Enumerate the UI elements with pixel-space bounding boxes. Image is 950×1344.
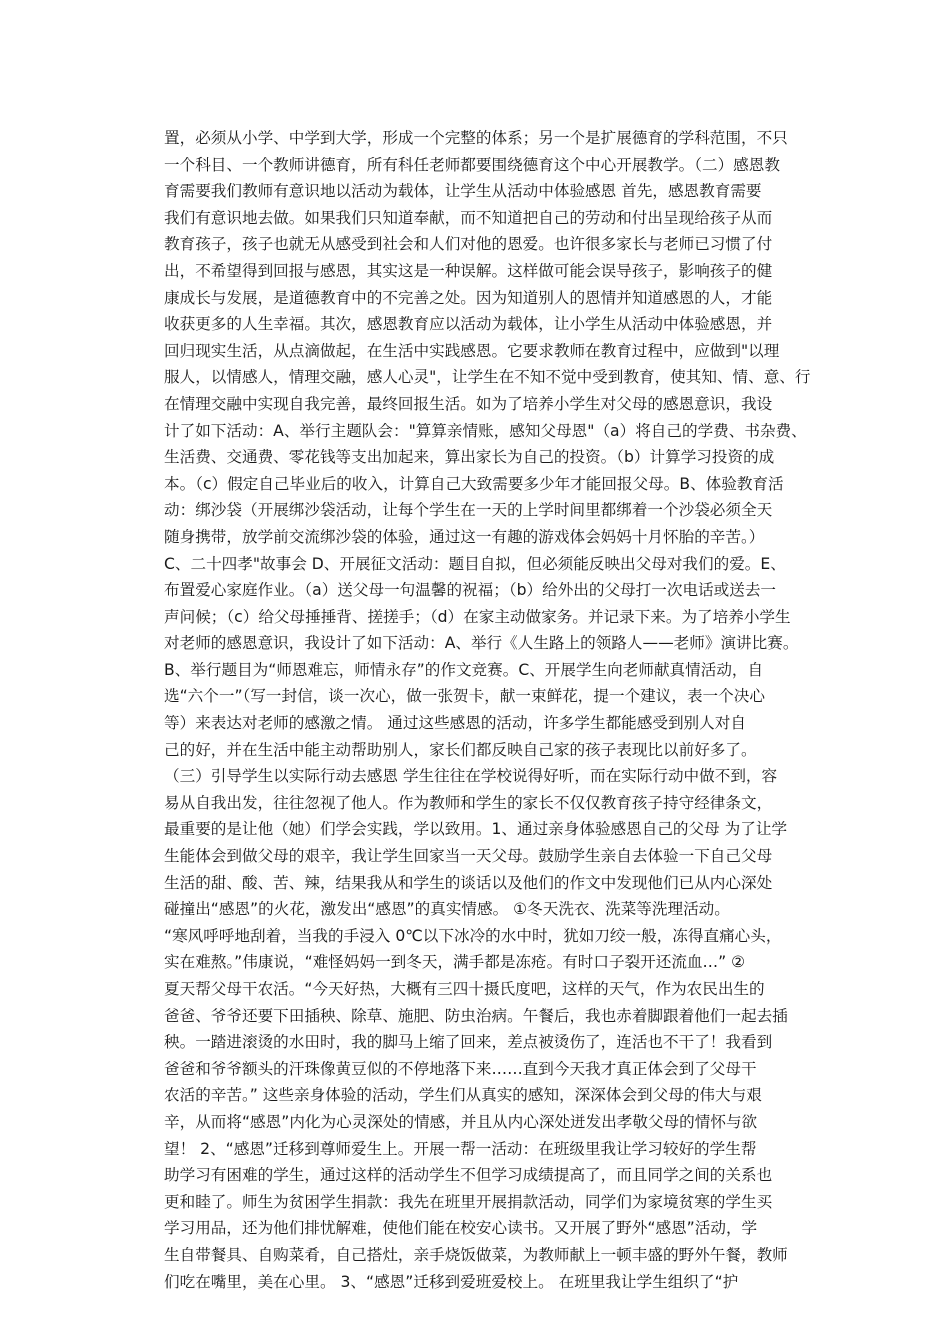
text-line: C、二十四孝"故事会 D、开展征文活动：题目自拟，但必须能反映出父母对我们的爱。E、 xyxy=(164,554,786,573)
text-line: 计了如下活动：A、举行主题队会："算算亲情账，感知父母恩"（a）将自己的学费、书杂费、 xyxy=(164,421,807,440)
text-line: 易从自我出发，往往忽视了他人。作为教师和学生的家长不仅仅教育孩子持守经律条文， xyxy=(164,793,773,812)
text-line: 等）来表达对老师的感激之情。 通过这些感恩的活动，许多学生都能感受到别人对自 xyxy=(164,714,746,733)
text-line: 爸爸和爷爷额头的汗珠像黄豆似的不停地落下来……直到今天我才真正体会到了父母干 xyxy=(164,1059,757,1078)
text-line: 生活费、交通费、零花钱等支出加起来，算出家长为自己的投资。（b）计算学习投资的成 xyxy=(164,448,775,467)
text-line: 农活的辛苦。” 这些亲身体验的活动，学生们从真实的感知，深深体会到父母的伟大与艰 xyxy=(164,1086,762,1105)
text-line: 康成长与发展，是道德教育中的不完善之处。因为知道别人的恩情并知道感恩的人，才能 xyxy=(164,288,773,307)
text-line: 生活的甜、酸、苦、辣，结果我从和学生的谈话以及他们的作文中发现他们已从内心深处 xyxy=(164,873,773,892)
text-line: 碰撞出“感恩”的火花，激发出“感恩”的真实情感。 ①冬天洗衣、洗菜等洗理活动。 xyxy=(164,900,730,919)
text-line: 声问候；（c）给父母捶捶背、搓搓手；（d）在家主动做家务。并记录下来。为了培养小学生 xyxy=(164,607,791,626)
text-line: B、举行题目为“师恩难忘，师情永存”的作文竞赛。C、开展学生向老师献真情活动，自 xyxy=(164,660,764,679)
text-line: 生自带餐具、自购菜肴，自己搭灶，亲手烧饭做菜，为教师献上一顿丰盛的野外午餐，教师 xyxy=(164,1245,788,1264)
text-line: 我们有意识地去做。如果我们只知道奉献，而不知道把自己的劳动和付出呈现给孩子从而 xyxy=(164,208,773,227)
text-line: 辛，从而将“感恩”内化为心灵深处的情感，并且从内心深处迸发出孝敬父母的情怀与欲 xyxy=(164,1112,758,1131)
text-line: 实在难熬。”伟康说，“难怪妈妈一到冬天，满手都是冻疮。有时口子裂开还流血…” ② xyxy=(164,953,746,972)
text-line: 服人，以情感人，情理交融，感人心灵"，让学生在不知不觉中受到教育，使其知、情、意、行 xyxy=(164,368,811,387)
text-line: 本。（c）假定自己毕业后的收入，计算自己大致需要多少年才能回报父母。B、体验教育活 xyxy=(164,474,784,493)
text-line: “寒风呼呼地刮着，当我的手浸入 0℃以下冰冷的水中时，犹如刀绞一般，冻得直痛心头， xyxy=(164,926,782,945)
text-line: 回归现实生活，从点滴做起，在生活中实践感恩。它要求教师在教育过程中，应做到"以理 xyxy=(164,341,780,360)
text-line: （三）引导学生以实际行动去感恩 学生往往在学校说得好听，而在实际行动中做不到，容 xyxy=(164,767,778,786)
text-line: 对老师的感恩意识，我设计了如下活动：A、举行《人生路上的领路人——老师》演讲比赛。 xyxy=(164,634,799,653)
text-line: 助学习有困难的学生，通过这样的活动学生不但学习成绩提高了，而且同学之间的关系也 xyxy=(164,1166,773,1185)
text-line: 在情理交融中实现自我完善，最终回报生活。如为了培养小学生对父母的感恩意识，我设 xyxy=(164,394,773,413)
text-line: 动：绑沙袋（开展绑沙袋活动，让每个学生在一天的上学时间里都绑着一个沙袋必须全天 xyxy=(164,501,773,520)
text-line: 望！ 2、“感恩”迁移到尊师爱生上。开展一帮一活动：在班级里我让学习较好的学生帮 xyxy=(164,1139,757,1158)
text-line: 们吃在嘴里，美在心里。 3、“感恩”迁移到爱班爱校上。 在班里我让学生组织了“护 xyxy=(164,1272,739,1291)
text-line: 更和睦了。师生为贫困学生捐款：我先在班里开展捐款活动，同学们为家境贫寒的学生买 xyxy=(164,1192,773,1211)
body-text xyxy=(164,125,824,1295)
text-line: 收获更多的人生幸福。其次，感恩教育应以活动为载体，让小学生从活动中体验感恩，并 xyxy=(164,315,773,334)
text-line: 置，必须从小学、中学到大学，形成一个完整的体系；另一个是扩展德育的学科范围，不只 xyxy=(164,129,788,147)
text-line: 布置爱心家庭作业。（a）送父母一句温馨的祝福；（b）给外出的父母打一次电话或送去一 xyxy=(164,581,777,600)
text-line: 育需要我们教师有意识地以活动为载体，让学生从活动中体验感恩 首先，感恩教育需要 xyxy=(164,182,762,201)
text-line: 出，不希望得到回报与感恩，其实这是一种误解。这样做可能会误导孩子，影响孩子的健 xyxy=(164,261,773,280)
text-line: 一个科目、一个教师讲德育，所有科任老师都要围绕德育这个中心开展教学。（二）感恩教 xyxy=(164,155,780,174)
text-line: 生能体会到做父母的艰辛，我让学生回家当一天父母。鼓励学生亲自去体验一下自己父母 xyxy=(164,847,773,866)
text-line: 教育孩子，孩子也就无从感受到社会和人们对他的恩爱。也许很多家长与老师已习惯了付 xyxy=(164,235,773,254)
text-line: 秧。一踏进滚烫的水田时，我的脚马上缩了回来，差点被烫伤了，连活也不干了！我看到 xyxy=(164,1033,773,1052)
text-line: 最重要的是让他（她）们学会实践，学以致用。1、通过亲身体验感恩自己的父母 为了让学 xyxy=(164,820,788,839)
text-line: 随身携带，放学前交流绑沙袋的体验，通过这一有趣的游戏体会妈妈十月怀胎的辛苦。） xyxy=(164,527,765,546)
text-line: 己的好，并在生活中能主动帮助别人，家长们都反映自己家的孩子表现比以前好多了。 xyxy=(164,740,757,759)
text-line: 学习用品，还为他们排忧解难，使他们能在校安心读书。又开展了野外“感恩”活动，学 xyxy=(164,1219,758,1238)
text-line: 夏天帮父母干农活。“今天好热，大概有三四十摄氏度吧，这样的天气，作为农民出生的 xyxy=(164,980,765,998)
text-line: 爸爸、爷爷还要下田插秧、除草、施肥、防虫治病。午餐后，我也赤着脚跟着他们一起去插 xyxy=(164,1006,788,1025)
text-line: 选“六个一”（写一封信，谈一次心，做一张贺卡，献一束鲜花，提一个建议，表一个决心 xyxy=(164,687,765,706)
